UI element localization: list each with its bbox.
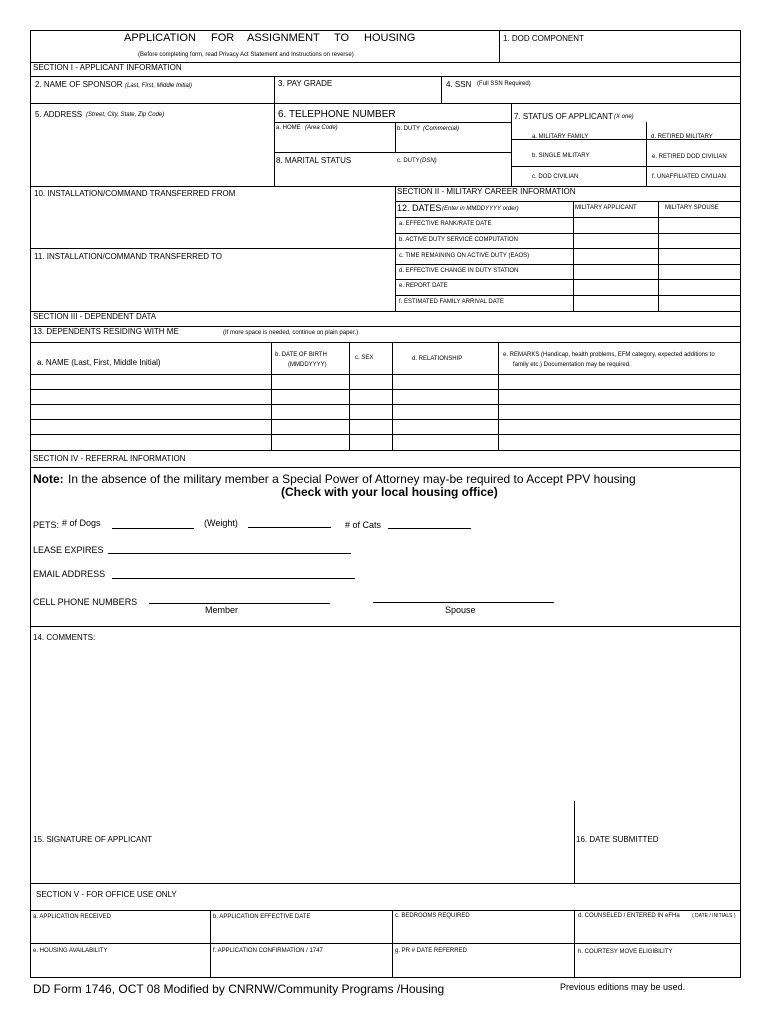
- pay-grade-field[interactable]: [275, 90, 439, 100]
- col-military-spouse: MILITARY SPOUSE: [665, 205, 719, 211]
- section-3-heading: SECTION III - DEPENDENT DATA: [33, 312, 157, 321]
- member-label: Member: [205, 605, 239, 615]
- career-row-label: e. REPORT DATE: [399, 283, 448, 289]
- marital-status-field[interactable]: [274, 167, 392, 183]
- status-label: 7. STATUS OF APPLICANT: [514, 112, 613, 121]
- career-row-label: a. EFFECTIVE RANK/RATE DATE: [399, 221, 492, 227]
- form-title-word: FOR: [211, 32, 235, 44]
- pets-label: PETS:: [33, 520, 60, 530]
- dates-label: 12. DATES: [397, 203, 442, 213]
- spouse-phone-field[interactable]: [373, 602, 554, 603]
- col-sex: c. SEX: [355, 355, 374, 361]
- cell-phone-label: CELL PHONE NUMBERS: [33, 597, 138, 607]
- home-phone-hint: (Area Code): [305, 125, 338, 131]
- installation-to-label: 11. INSTALLATION/COMMAND TRANSFERRED TO: [34, 252, 223, 261]
- comments-field[interactable]: [32, 645, 738, 795]
- status-option-unaffiliated-civilian[interactable]: f. UNAFFILIATED CIVILIAN: [652, 174, 726, 180]
- dogs-field[interactable]: [112, 528, 194, 529]
- section-1-heading: SECTION I - APPLICANT INFORMATION: [33, 63, 182, 72]
- duty-phone-hint: (Commercial): [423, 126, 459, 132]
- section-4-heading: SECTION IV - REFERRAL INFORMATION: [33, 454, 186, 463]
- col-date-of-birth: b. DATE OF BIRTH: [275, 352, 327, 358]
- dogs-label: # of Dogs: [62, 518, 101, 528]
- duty-dsn-field[interactable]: [395, 166, 509, 182]
- address-label: 5. ADDRESS: [35, 110, 83, 119]
- lease-expires-label: LEASE EXPIRES: [33, 545, 104, 555]
- career-row-label: f. ESTIMATED FAMILY ARRIVAL DATE: [399, 299, 504, 305]
- status-option-dod-civilian[interactable]: c. DOD CIVILIAN: [532, 174, 579, 180]
- office-field-label: h. COURTESY MOVE ELIGIBILITY: [578, 949, 673, 955]
- cats-label: # of Cats: [345, 520, 382, 530]
- section-2-heading: SECTION II - MILITARY CAREER INFORMATION: [397, 187, 576, 196]
- office-field-label: f. APPLICATION CONFIRMATION / 1747: [213, 948, 323, 954]
- status-hint: (X one): [614, 114, 634, 120]
- ssn-label: 4. SSN: [446, 80, 472, 89]
- office-field-hint: ( DATE / INITIALS ): [692, 913, 736, 919]
- form-title-word: APPLICATION: [124, 32, 196, 44]
- home-phone-field[interactable]: [274, 133, 392, 149]
- installation-to-field[interactable]: [32, 264, 392, 308]
- col-remarks-line-2: family etc.) Documentation may be required.: [513, 362, 631, 368]
- pay-grade-label: 3. PAY GRADE: [278, 79, 333, 88]
- office-field-label: b. APPLICATION EFFECTIVE DATE: [213, 914, 311, 920]
- status-option-retired-dod-civilian[interactable]: e. RETIRED DOD CIVILIAN: [652, 154, 727, 160]
- ssn-hint: (Full SSN Required): [477, 81, 531, 87]
- date-submitted-field[interactable]: [575, 847, 739, 881]
- status-option-single-military[interactable]: b. SINGLE MILITARY: [532, 153, 590, 159]
- cats-field[interactable]: [388, 528, 471, 529]
- sponsor-name-label: 2. NAME OF SPONSOR: [35, 80, 123, 89]
- signature-field[interactable]: [32, 847, 572, 881]
- duty-dsn-hint: (DSN): [420, 158, 437, 164]
- office-field-label: g. PR # DATE REFERRED: [395, 948, 467, 954]
- address-field[interactable]: [32, 122, 271, 182]
- office-field-label: a. APPLICATION RECEIVED: [33, 914, 111, 920]
- col-relationship: d. RELATIONSHIP: [412, 356, 463, 362]
- weight-field[interactable]: [248, 527, 331, 528]
- duty-phone-field[interactable]: [395, 134, 509, 150]
- status-option-military-family[interactable]: a. MILITARY FAMILY: [532, 134, 589, 140]
- form-title-word: TO: [334, 32, 350, 44]
- career-row-label: c. TIME REMAINING ON ACTIVE DUTY (EAOS): [399, 253, 530, 259]
- member-phone-field[interactable]: [149, 603, 330, 604]
- installation-from-label: 10. INSTALLATION/COMMAND TRANSFERRED FROM: [34, 189, 236, 198]
- dod-component-field[interactable]: [499, 46, 739, 60]
- installation-from-field[interactable]: [32, 201, 392, 245]
- note-text: In the absence of the military member a Special Power of Attorney may-be required to Accept PPV housing: [68, 472, 636, 486]
- email-field[interactable]: [112, 578, 355, 579]
- telephone-label: 6. TELEPHONE NUMBER: [278, 109, 396, 120]
- section-5-heading: SECTION V - FOR OFFICE USE ONLY: [36, 890, 177, 899]
- previous-editions-note: Previous editions may be used.: [560, 982, 686, 992]
- note-label: Note:: [33, 472, 64, 486]
- status-option-retired-military[interactable]: d. RETIRED MILITARY: [651, 134, 713, 140]
- col-military-applicant: MILITARY APPLICANT: [575, 205, 637, 211]
- dates-hint: (Enter in MMDDYYYY order): [442, 206, 519, 212]
- office-field-label: e. HOUSING AVAILABILITY: [33, 948, 108, 954]
- duty-phone-label: b. DUTY: [397, 126, 421, 132]
- col-date-of-birth-format: (MMDDYYYY): [288, 362, 327, 368]
- form-subtitle: (Before completing form, read Privacy Act Statement and Instructions on reverse): [138, 52, 354, 58]
- dependents-hint: (If more space is needed, continue on plain paper.): [223, 330, 359, 336]
- comments-label: 14. COMMENTS:: [33, 633, 96, 642]
- home-phone-label: a. HOME: [276, 125, 301, 131]
- address-hint: (Street, City, State, Zip Code): [86, 112, 165, 118]
- col-dependent-name: a. NAME (Last, First, Middle Initial): [37, 358, 161, 367]
- office-field-label: c. BEDROOMS REQUIRED: [395, 913, 470, 919]
- marital-status-label: 8. MARITAL STATUS: [276, 156, 352, 165]
- duty-dsn-label: c. DUTY: [397, 158, 420, 164]
- form-id: DD Form 1746, OCT 08 Modified by CNRNW/Community Programs /Housing: [33, 982, 445, 996]
- sponsor-name-field[interactable]: [32, 90, 271, 100]
- sponsor-name-hint: (Last, First, Middle Initial): [125, 83, 193, 89]
- dod-component-label: 1. DOD COMPONENT: [503, 34, 584, 43]
- date-submitted-label: 16. DATE SUBMITTED: [576, 835, 659, 844]
- ssn-field[interactable]: [442, 90, 739, 100]
- col-remarks: e. REMARKS (Handicap, health problems, EFM category, expected additions to: [503, 352, 715, 358]
- spouse-label: Spouse: [445, 605, 476, 615]
- email-label: EMAIL ADDRESS: [33, 569, 106, 579]
- dependents-label: 13. DEPENDENTS RESIDING WITH ME: [33, 327, 179, 336]
- form-title-word: HOUSING: [364, 32, 416, 44]
- note-bold-text: (Check with your local housing office): [281, 485, 498, 499]
- weight-label: (Weight): [204, 518, 238, 528]
- lease-expires-field[interactable]: [108, 553, 351, 554]
- form-title-word: ASSIGNMENT: [247, 32, 320, 44]
- career-row-label: b. ACTIVE DUTY SERVICE COMPUTATION: [399, 237, 518, 243]
- office-field-label: d. COUNSELED / ENTERED IN eFHa: [578, 913, 680, 919]
- career-row-label: d. EFFECTIVE CHANGE IN DUTY STATION: [399, 268, 519, 274]
- signature-label: 15. SIGNATURE OF APPLICANT: [33, 835, 152, 844]
